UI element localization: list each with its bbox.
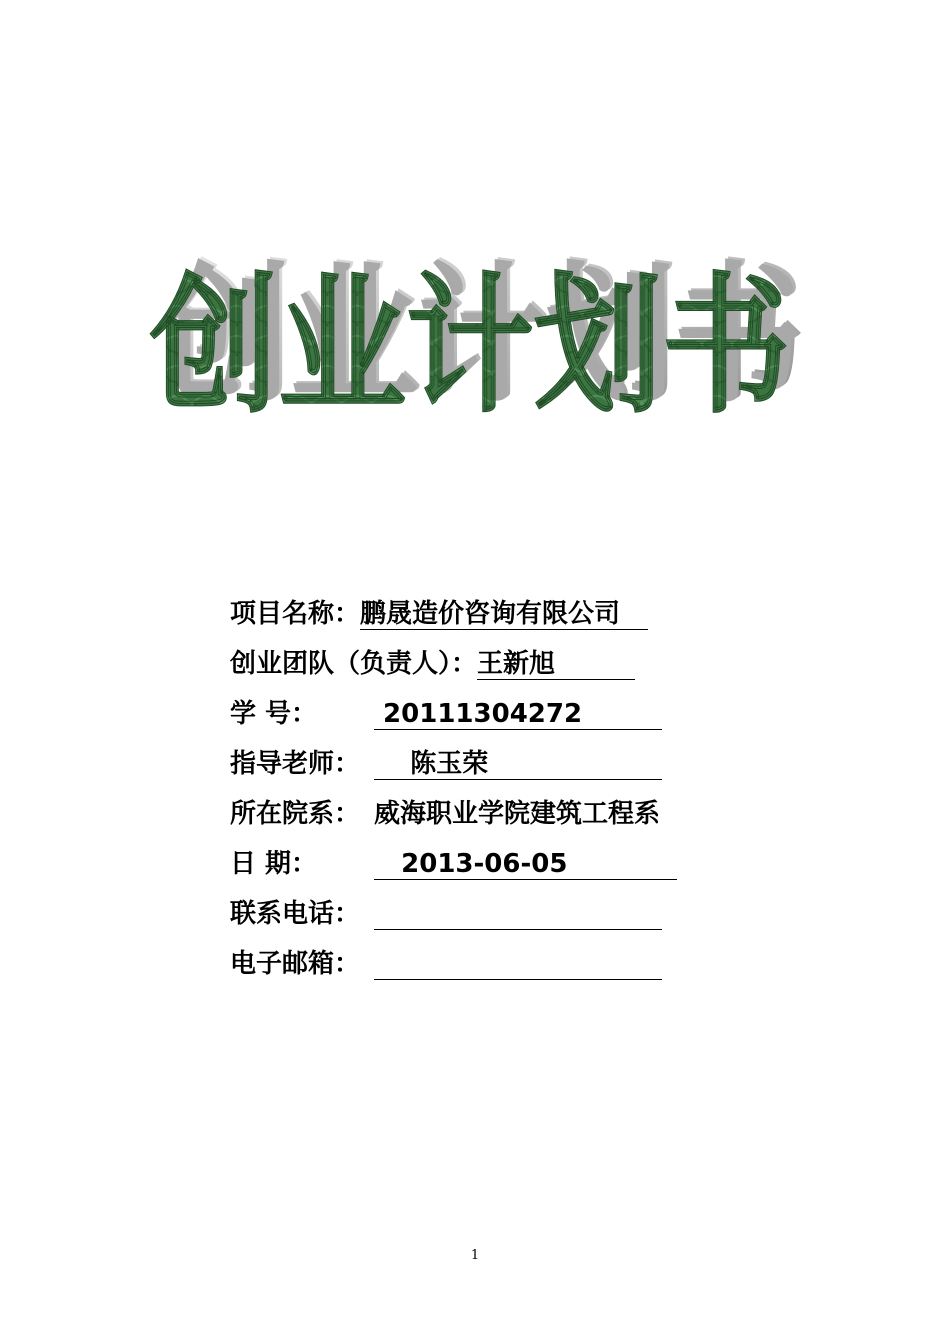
team-label: 创业团队（负责人）：: [230, 649, 478, 679]
project-name-value: [360, 598, 648, 630]
title-text: 创业计划书: [150, 260, 790, 430]
advisor-value: [374, 748, 662, 780]
phone-value: [374, 898, 662, 930]
project-name-label: 项目名称：: [230, 599, 361, 629]
department-label: 所在院系：: [230, 799, 361, 829]
date-value: [374, 848, 677, 880]
advisor-text: 陈玉荣: [374, 749, 489, 779]
row-student-id: [230, 690, 662, 730]
department-value: [374, 798, 660, 830]
email-value: [374, 948, 662, 980]
row-team: [230, 640, 635, 680]
phone-label: 联系电话：: [230, 899, 361, 929]
team-text: 王新旭: [477, 649, 556, 679]
advisor-label: 指导老师：: [230, 749, 361, 779]
row-advisor: [230, 740, 662, 780]
date-text: 2013-06-05: [374, 849, 568, 879]
row-department: [230, 790, 660, 830]
title-extrusion-2: 创业计划书: [162, 249, 802, 423]
team-value: [477, 648, 635, 680]
title-wordart: [140, 180, 820, 430]
student-id-text: 20111304272: [374, 699, 583, 729]
row-email: [230, 940, 662, 980]
project-name-text: 鹏晟造价咨询有限公司: [360, 599, 621, 629]
department-text: 威海职业学院建筑工程系: [374, 799, 661, 829]
title-extrusion: 创业计划书: [165, 247, 805, 421]
page-number: 1: [470, 1248, 480, 1263]
row-phone: [230, 890, 662, 930]
date-label: 日 期：: [230, 849, 318, 879]
title-wordart-svg: [140, 180, 820, 430]
row-project-name: [230, 590, 648, 630]
email-label: 电子邮箱：: [230, 949, 361, 979]
row-date: [230, 840, 677, 880]
student-id-value: [374, 698, 662, 730]
student-id-label: 学 号：: [230, 699, 318, 729]
